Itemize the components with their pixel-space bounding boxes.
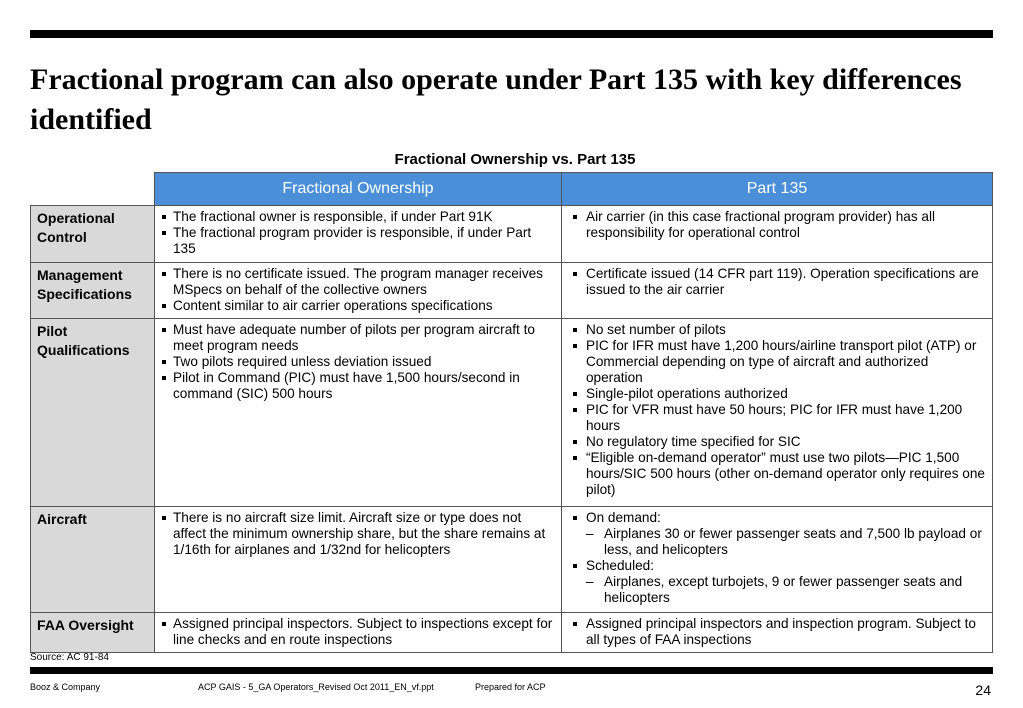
table-title: Fractional Ownership vs. Part 135 [394, 151, 636, 168]
bullet-item: Content similar to air carrier operations specifications [161, 298, 557, 314]
corner-cell [31, 173, 155, 206]
bullet-item: Assigned principal inspectors. Subject to inspections except for line checks and en route inspections [161, 616, 557, 648]
bullet-item: Air carrier (in this case fractional program provider) has all responsibility for operational control [568, 209, 988, 241]
bullet-item: No regulatory time specified for SIC [568, 434, 988, 450]
table-row [31, 507, 993, 613]
bullet-item: Certificate issued (14 CFR part 119). Operation specifications are issued to the air carrier [568, 266, 988, 298]
bullet-item: The fractional program provider is responsible, if under Part 135 [161, 225, 557, 257]
table-row [31, 206, 993, 263]
footer-prepared: Prepared for ACP [475, 682, 546, 692]
frac-cell [155, 319, 562, 507]
p135-cell [562, 507, 993, 613]
bullet-item: The fractional owner is responsible, if under Part 91K [161, 209, 557, 225]
frac-cell [155, 206, 562, 263]
frac-cell [155, 507, 562, 613]
bullet-item: Must have adequate number of pilots per program aircraft to meet program needs [161, 322, 557, 354]
page-number: 24 [975, 682, 991, 698]
bullet-item: On demand: [568, 510, 988, 526]
bullet-item: Assigned principal inspectors and inspection program. Subject to all types of FAA inspections [568, 616, 988, 648]
column-header-part135: Part 135 [562, 173, 993, 206]
bullet-item: Pilot in Command (PIC) must have 1,500 hours/second in command (SIC) 500 hours [161, 370, 557, 402]
row-label: Operational Control [31, 206, 155, 263]
bullet-item: – Airplanes 30 or fewer passenger seats and 7,500 lb payload or less, and helicopters [568, 526, 988, 558]
bullet-item: There is no certificate issued. The program manager receives MSpecs on behalf of the collective owners [161, 266, 557, 298]
p135-cell [562, 319, 993, 507]
p135-cell [562, 613, 993, 653]
source-note: Source: AC 91-84 [30, 652, 109, 663]
bullet-item: Scheduled: [568, 558, 988, 574]
bullet-item: Two pilots required unless deviation issued [161, 354, 557, 370]
table-row [31, 263, 993, 319]
bullet-item: PIC for VFR must have 50 hours; PIC for IFR must have 1,200 hours [568, 402, 988, 434]
footer-company: Booz & Company [30, 682, 101, 692]
frac-cell [155, 263, 562, 319]
footer-file: ACP GAIS - 5_GA Operators_Revised Oct 2011_EN_vf.ppt [198, 682, 434, 692]
bullet-item: Single-pilot operations authorized [568, 386, 988, 402]
top-rule [30, 30, 993, 38]
table-row [31, 613, 993, 653]
bullet-item: – Airplanes, except turbojets, 9 or fewer passenger seats and helicopters [568, 574, 988, 606]
slide-title: Fractional program can also operate under Part 135 with key differences identified [30, 63, 962, 136]
row-label: Management Specifications [31, 263, 155, 319]
bullet-item: There is no aircraft size limit. Aircraft size or type does not affect the minimum ownership share, but the share remains at 1/16th for airplanes and 1/32nd for helicopters [161, 510, 557, 558]
bullet-item: “Eligible on-demand operator” must use two pilots—PIC 1,500 hours/SIC 500 hours (other on-demand operator only requires one pilot) [568, 450, 988, 498]
row-label: Aircraft [31, 507, 155, 613]
p135-cell [562, 206, 993, 263]
bottom-rule [30, 667, 993, 674]
bullet-item: PIC for IFR must have 1,200 hours/airline transport pilot (ATP) or Commercial depending on type of aircraft and authorized operation [568, 338, 988, 386]
table-row [31, 319, 993, 507]
row-label: Pilot Qualifications [31, 319, 155, 507]
p135-cell [562, 263, 993, 319]
bullet-item: No set number of pilots [568, 322, 988, 338]
row-label: FAA Oversight [31, 613, 155, 653]
frac-cell [155, 613, 562, 653]
comparison-table [30, 172, 993, 653]
column-header-fractional: Fractional Ownership [155, 173, 562, 206]
